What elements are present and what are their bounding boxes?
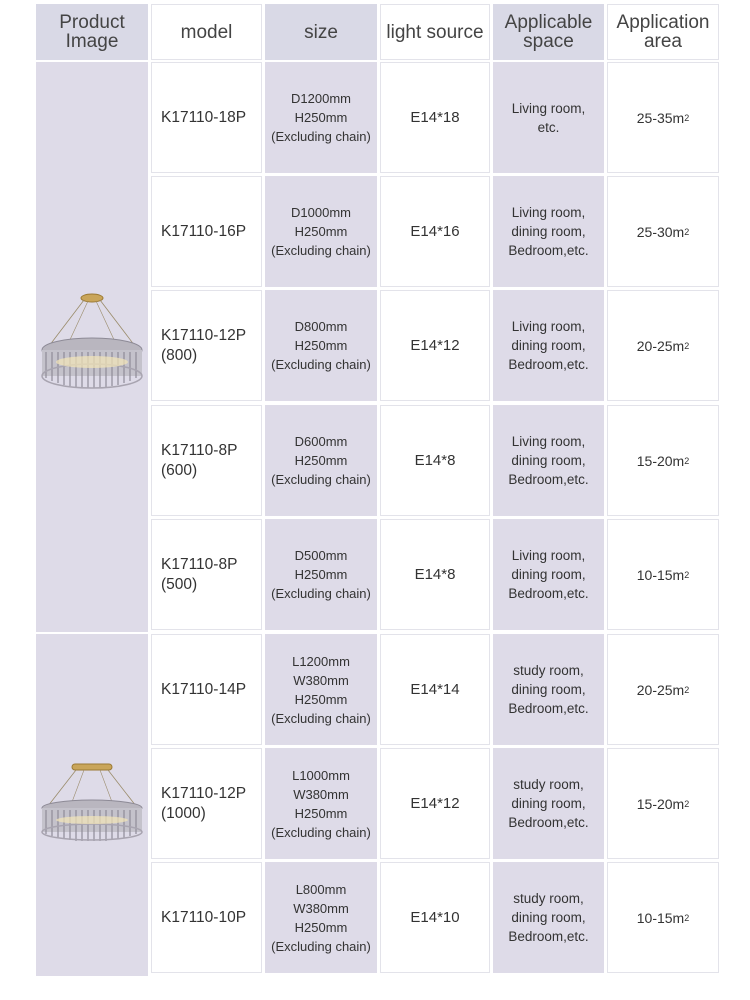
size-cell: D1000mm H250mm (Excluding chain)	[265, 176, 377, 287]
area-value: 15-20m	[636, 795, 685, 812]
product-image-cell-oval	[36, 634, 148, 976]
application-area-cell	[607, 748, 719, 859]
applicable-space-cell: study room, dining room, Bedroom,etc.	[493, 862, 604, 973]
model-cell: K17110-8P (500)	[151, 519, 262, 630]
area-unit-superscript: 2	[684, 569, 690, 580]
area-value: 25-30m	[636, 223, 685, 240]
area-value: 15-20m	[636, 452, 685, 469]
area-unit-superscript: 2	[684, 912, 690, 923]
model-cell: K17110-8P (600)	[151, 405, 262, 516]
area-value: 20-25m	[636, 337, 685, 354]
light-source-cell: E14*8	[380, 405, 490, 516]
model-cell: K17110-16P	[151, 176, 262, 287]
application-area-cell	[607, 405, 719, 516]
area-unit-superscript: 2	[684, 684, 690, 695]
applicable-space-cell: Living room, etc.	[493, 62, 604, 173]
light-source-cell: E14*12	[380, 748, 490, 859]
size-cell: L1200mm W380mm H250mm (Excluding chain)	[265, 634, 377, 745]
area-value: 10-15m	[636, 566, 685, 583]
model-cell: K17110-12P (1000)	[151, 748, 262, 859]
applicable-space-cell: Living room, dining room, Bedroom,etc.	[493, 176, 604, 287]
size-cell: L1000mm W380mm H250mm (Excluding chain)	[265, 748, 377, 859]
header-size: size	[265, 4, 377, 60]
application-area-cell	[607, 634, 719, 745]
applicable-space-cell: study room, dining room, Bedroom,etc.	[493, 748, 604, 859]
application-area-cell	[607, 176, 719, 287]
area-unit-superscript: 2	[684, 798, 690, 809]
header-applicable-space: Applicable space	[493, 4, 604, 60]
model-cell: K17110-14P	[151, 634, 262, 745]
application-area-cell	[607, 62, 719, 173]
size-cell: D800mm H250mm (Excluding chain)	[265, 290, 377, 401]
area-unit-superscript: 2	[684, 226, 690, 237]
size-cell: D500mm H250mm (Excluding chain)	[265, 519, 377, 630]
application-area-cell	[607, 519, 719, 630]
area-value: 20-25m	[636, 681, 685, 698]
area-unit-superscript: 2	[684, 340, 690, 351]
light-source-cell: E14*10	[380, 862, 490, 973]
header-model: model	[151, 4, 262, 60]
applicable-space-cell: study room, dining room, Bedroom,etc.	[493, 634, 604, 745]
model-cell: K17110-10P	[151, 862, 262, 973]
area-value: 10-15m	[636, 909, 685, 926]
application-area-cell	[607, 862, 719, 973]
round-crystal-chandelier-icon	[38, 292, 146, 402]
area-unit-superscript: 2	[684, 455, 690, 466]
application-area-cell	[607, 290, 719, 401]
area-value: 25-35m	[636, 109, 685, 126]
size-cell: D600mm H250mm (Excluding chain)	[265, 405, 377, 516]
applicable-space-cell: Living room, dining room, Bedroom,etc.	[493, 405, 604, 516]
header-light-source: light source	[380, 4, 490, 60]
applicable-space-cell: Living room, dining room, Bedroom,etc.	[493, 290, 604, 401]
size-cell: L800mm W380mm H250mm (Excluding chain)	[265, 862, 377, 973]
light-source-cell: E14*8	[380, 519, 490, 630]
light-source-cell: E14*18	[380, 62, 490, 173]
product-image-cell-round	[36, 62, 148, 632]
oval-crystal-chandelier-icon	[38, 762, 146, 848]
light-source-cell: E14*12	[380, 290, 490, 401]
model-cell: K17110-18P	[151, 62, 262, 173]
size-cell: D1200mm H250mm (Excluding chain)	[265, 62, 377, 173]
header-product-image: Product Image	[36, 4, 148, 60]
light-source-cell: E14*14	[380, 634, 490, 745]
model-cell: K17110-12P (800)	[151, 290, 262, 401]
applicable-space-cell: Living room, dining room, Bedroom,etc.	[493, 519, 604, 630]
header-application-area: Application area	[607, 4, 719, 60]
area-unit-superscript: 2	[684, 112, 690, 123]
light-source-cell: E14*16	[380, 176, 490, 287]
